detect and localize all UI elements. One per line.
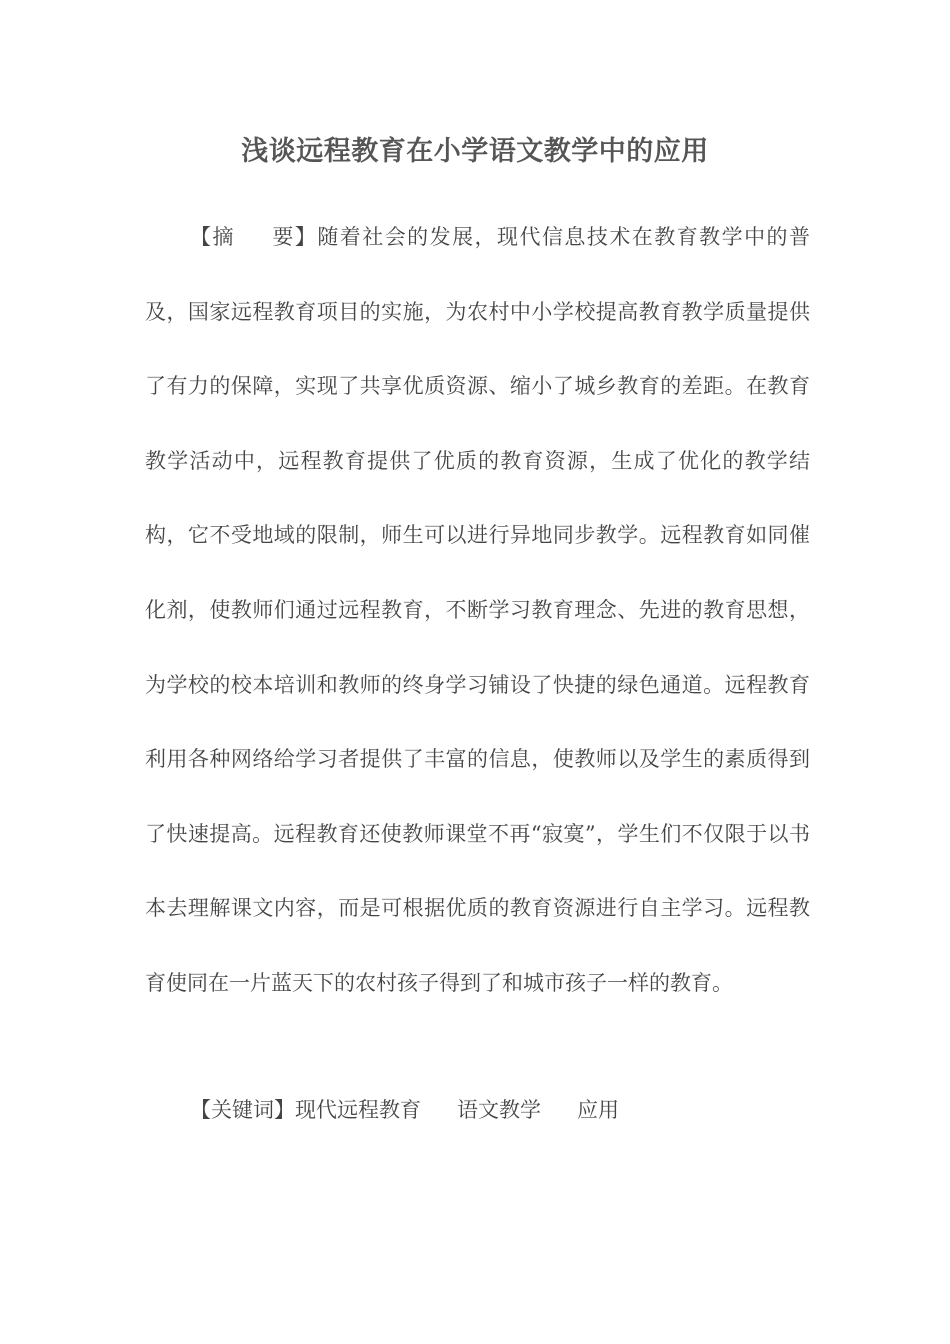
keyword-item: 语文教学 xyxy=(457,1098,541,1122)
document-title: 浅谈远程教育在小学语文教学中的应用 xyxy=(241,136,709,167)
keywords-label: 【关键词】 xyxy=(190,1098,295,1122)
keyword-item: 现代远程教育 xyxy=(295,1098,421,1122)
keywords-line xyxy=(190,1090,619,1130)
abstract-paragraph xyxy=(145,200,810,1021)
abstract-label-open: 【摘 xyxy=(190,225,235,249)
abstract-label-close: 要】 xyxy=(270,225,318,249)
abstract-text: 随着社会的发展，现代信息技术在教育教学中的普及，国家远程教育项目的实施，为农村中小学校提高教育教学质量提供了有力的保障，实现了共享优质资源、缩小了城乡教育的差距。在教育教学活动中，远程教育提供了优质的教育资源，生成了优化的教学结构，它不受地域的限制，师生可以进行异地同步教学。远程教育如同催化剂，使教师们通过远程教育，不断学习教育理念、先进的教育思想，为学校的校本培训和教师的终身学习铺设了快捷的绿色通道。远程教育利用各种网络给学习者提供了丰富的信息，使教师以及学生的素质得到了快速提高。远程教育还使教师课堂不再“寂寞”，学生们不仅限于以书本去理解课文内容，而是可根据优质的教育资源进行自主学习。远程教育使同在一片蓝天下的农村孩子得到了和城市孩子一样的教育。 xyxy=(145,225,811,995)
keyword-item: 应用 xyxy=(577,1098,619,1122)
